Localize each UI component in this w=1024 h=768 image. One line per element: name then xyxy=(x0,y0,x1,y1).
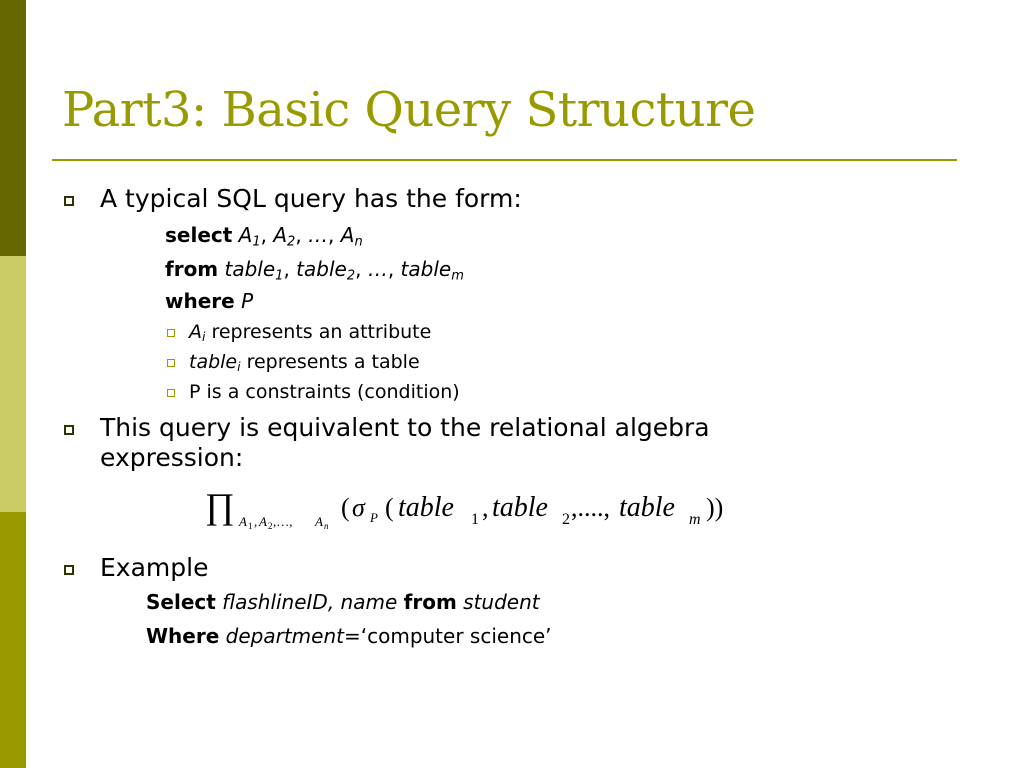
example-select-line: Select flashlineID, name from student xyxy=(146,590,540,614)
svg-text:2: 2 xyxy=(562,511,570,528)
bullet-text-equivalence-2: expression: xyxy=(100,443,244,472)
svg-text:A: A xyxy=(315,514,323,529)
predicate-p: P xyxy=(241,289,254,313)
sub-bullet-attribute: $A_i$ represents an attribute xyxy=(189,321,432,345)
attr-a1: $A_1$ xyxy=(238,223,261,250)
svg-text:n: n xyxy=(324,521,329,531)
bullet-square-icon xyxy=(64,565,74,575)
select-keyword: select xyxy=(165,223,233,247)
projection-symbol: ∏ xyxy=(205,486,235,526)
table-2: table$_2$ xyxy=(296,257,356,284)
svg-text:,: , xyxy=(482,493,489,522)
sub-bullet-icon xyxy=(167,329,175,337)
where-keyword: where xyxy=(165,289,235,313)
svg-text:(: ( xyxy=(385,493,394,522)
svg-text:,: , xyxy=(254,514,258,529)
svg-text:1: 1 xyxy=(248,521,253,531)
svg-text:P: P xyxy=(370,510,378,525)
sub-bullet-icon xyxy=(167,359,175,367)
sql-select-line: select $A_1$, $A_2$, …, $A_n$ xyxy=(165,223,363,250)
svg-text:,…,: ,…, xyxy=(273,514,293,529)
sub-bullet-table: table$_i$ represents a table xyxy=(189,351,420,375)
bullet-square-icon xyxy=(64,425,74,435)
attr-a2: $A_2$ xyxy=(273,223,296,250)
svg-text:,....,: ,...., xyxy=(571,493,610,522)
bullet-text-example: Example xyxy=(100,553,209,582)
svg-text:table: table xyxy=(492,492,548,523)
sub-bullet-constraint: P is a constraints (condition) xyxy=(189,381,460,403)
sql-where-line xyxy=(165,289,253,313)
table-m: table$_m$ xyxy=(400,257,464,284)
svg-text:1: 1 xyxy=(471,511,479,528)
sidebar-band-light xyxy=(0,256,26,512)
svg-text:m: m xyxy=(689,511,701,528)
svg-text:A: A xyxy=(239,514,247,529)
title-divider xyxy=(52,159,957,161)
svg-text:table: table xyxy=(398,492,454,523)
sidebar-band-dark xyxy=(0,0,26,256)
sub-bullet-icon xyxy=(167,389,175,397)
svg-text:(: ( xyxy=(341,493,350,522)
svg-text:2: 2 xyxy=(268,521,273,531)
sidebar-band-olive xyxy=(0,512,26,768)
table-1: table$_1$ xyxy=(224,257,284,284)
svg-text:)): )) xyxy=(706,493,724,522)
bullet-text-equivalence-1: This query is equivalent to the relational algebra xyxy=(100,413,710,442)
bullet-text-intro: A typical SQL query has the form: xyxy=(100,184,522,213)
slide-title: Part3: Basic Query Structure xyxy=(62,82,756,138)
attr-an: $A_n$ xyxy=(340,223,363,250)
example-where-line: Where department=‘computer science’ xyxy=(146,624,552,648)
svg-text:A: A xyxy=(259,514,267,529)
svg-text:table: table xyxy=(619,492,675,523)
bullet-square-icon xyxy=(64,196,74,206)
sql-from-line: from table$_1$, table$_2$, …, table$_m$ xyxy=(165,257,464,284)
relational-algebra-formula xyxy=(205,484,745,534)
from-keyword: from xyxy=(165,257,219,281)
selection-symbol: σ xyxy=(352,493,365,522)
